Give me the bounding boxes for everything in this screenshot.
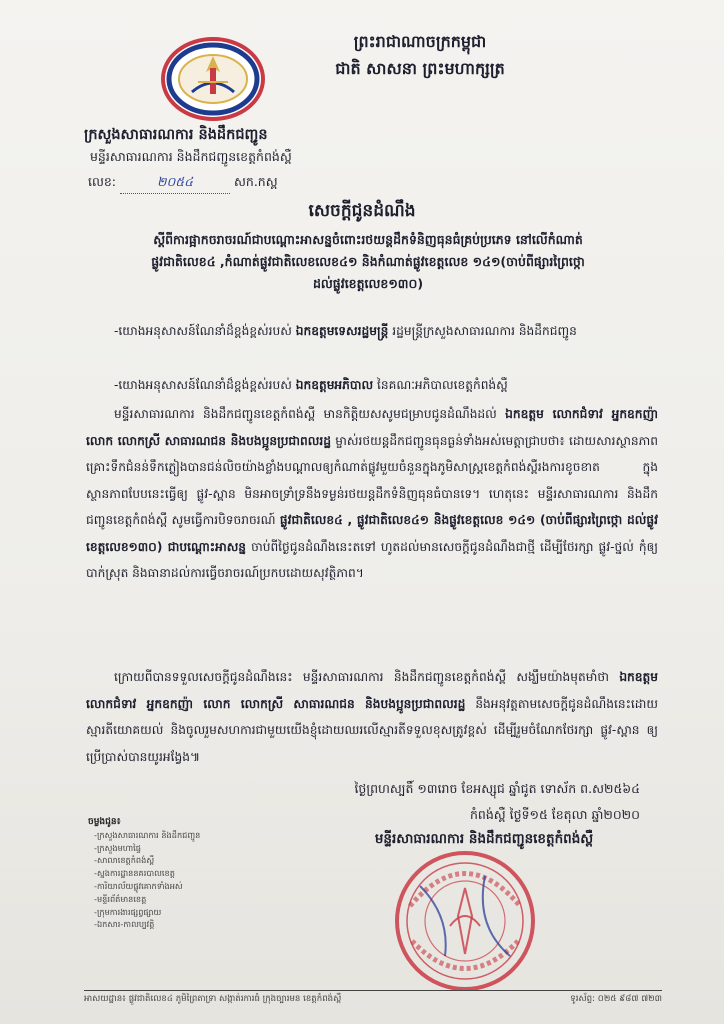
cc-item: -ក្រុមការងារផ្សព្វផ្សាយ — [94, 906, 162, 917]
p4-a: ក្រោយពីបានទទួលសេចក្តីជូនដំណឹងនេះ មន្ទីរសាធារណការ និងដឹកជញ្ជូនខេត្តកំពង់ស្ពឺ សង្ឃឹមយ៉ាងមុតមាំថា — [114, 670, 609, 684]
cc-item: -ក្រសួងមហាផ្ទៃ — [94, 842, 141, 853]
footer-address: អាសយដ្ឋាន៖ ផ្លូវជាតិលេខ៤ ភូមិព្រៃតាទ្រា សង្កាត់រការធំ ក្រុងច្បារមន ខេត្តកំពង់ស្ពឺ — [84, 994, 342, 1004]
ref-suffix: សក.កស្ព — [233, 174, 278, 189]
cc-item: -សាលាខេត្តកំពង់ស្ពឺ — [94, 855, 155, 866]
notice-title: សេចក្តីជូនដំណឹង — [308, 201, 416, 221]
cc-heading: ចម្លងជូន៖ — [88, 817, 121, 827]
ministry-name: ក្រសួងសាធារណការ និងដឹកជញ្ជូន — [84, 127, 268, 143]
cc-item: -ការិយាល័យផ្លូវគោកទាំងអស់ — [94, 880, 183, 891]
paragraph-reference-1 — [86, 318, 658, 345]
national-motto: ជាតិ សាសនា ព្រះមហាក្សត្រ — [335, 59, 505, 78]
ref-prefix: លេខ: — [88, 174, 117, 189]
p3-a: មន្ទីរសាធារណការ និងដឹកជញ្ជូនខេត្តកំពង់ស្ពឺ មានកិត្តិយសសូមជម្រាបជូនដំណឹងដល់ — [114, 407, 497, 421]
p1-prefix: -យោងអនុសាសន៍ណែនាំដ៏ខ្ពង់ខ្ពស់របស់ — [114, 324, 292, 338]
cc-item: -ក្រសួងសាធារណការ និងដឹកជញ្ជូន — [94, 829, 201, 840]
p2-prefix: -យោងអនុសាសន៍ណែនាំដ៏ខ្ពង់ខ្ពស់របស់ — [114, 378, 292, 392]
footer-phone: ទូរស័ព្ទ: ០២៥ ៩៨៧ ៧២៣ — [570, 994, 662, 1004]
p1-suffix: រដ្ឋមន្រ្តីក្រសួងសាធារណការ និងដឹកជញ្ជូន — [392, 324, 577, 338]
notice-subject: ស្តីពីការផ្អាកចរាចរណ៍ជាបណ្តោះអាសន្នចំពោះរថយន្តដឹកទំនិញធុនធំគ្រប់ប្រភេទ នៅលើកំណាត់ផ្លូវជាតិលេខ៤ ,កំណាត់ផ្លូវជាតិលេខលេខ៤១ និងកំណាត់ផ្លូវខេត្តលេខ ១៤១(ចាប់ពីផ្សារព្រៃថ្កោ ដល់ផ្លូវខេត្តលេខ១៣០) — [151, 232, 585, 291]
p4-b: ឯកឧត្តម លោកជំទាវ អ្នកឧកញ៉ា លោក លោកស្រី សាធារណជន និងបងប្អូនប្រជាពលរដ្ឋ — [86, 670, 658, 711]
p1-bold: ឯកឧត្តមទេសរដ្ឋមន្រ្តី — [295, 324, 389, 338]
cc-item: -ឯកសារ-កាលប្បវត្តិ — [94, 919, 155, 930]
p2-suffix: នៃគណៈអភិបាលខេត្តកំពង់ស្ពឺ — [377, 378, 508, 392]
p3-d: ផ្លូវជាតិលេខ៤ , ផ្លូវជាតិលេខ៤១ និងផ្លូវខេត្តលេខ ១៤១ (ចាប់ពីផ្សារព្រៃថ្កោ ដល់ផ្លូវខេត្តលេខ១៣០) ជាបណ្តោះអាសន្ន — [86, 513, 658, 554]
official-seal-stamp — [390, 846, 540, 996]
p3-c: ម្ចាស់រថយន្តដឹកជញ្ជូនធុនធ្ងន់ទាំងអស់មេត្តាជ្រាបថា៖ ដោយសារស្ថានភាពគ្រោះទឹកជំនន់ទឹកភ្លៀងបានជន់លិចយ៉ាងខ្លាំងបណ្តាលឲ្យកំណាត់ផ្លូវមួយចំនួនក្នុងភូមិសាស្ត្រខេត្តកំពង់ស្ពឺរងការខូចខាត ក្នុងស្ថានភាពបែបនេះធ្វើឲ្យ ផ្លូវ-ស្ពាន មិនអាចទ្រាំទ្រនឹងទម្ងន់រថយន្តដឹកទំនិញធុនធំបានទេ។ ហេតុនេះ មន្ទីរសាធារណការ និងដឹកជញ្ជូនខេត្តកំពង់ស្ពឺ សូមធ្វើការបិទចរាចរណ៍ — [86, 433, 659, 527]
solar-date: កំពង់ស្ពឺ ថ្ងៃទី១៥ ខែតុលា ឆ្នាំ២០២០ — [469, 807, 640, 822]
p4-c: នឹងអនុវត្តតាមសេចក្តីជូនដំណឹងនេះដោយស្មារតីយោគយល់ និងចូលរួមសហការជាមួយយើងខ្ញុំដោយឈរលើស្មារតីទទួលខុសត្រូវខ្ពស់ ដើម្បីរួមចំណែកថែរក្សា ផ្លូវ-ស្ពាន ឲ្យប្រើប្រាស់បានយូរអង្វែង៕ — [86, 696, 659, 764]
page-footer — [84, 990, 662, 1006]
p2-bold: ឯកឧត្តមអភិបាល — [295, 378, 374, 392]
paragraph-closing — [86, 664, 658, 770]
paragraph-notice — [86, 401, 658, 587]
lunar-date: ថ្ងៃព្រហស្បតិ៍ ១៣រោច ខែអស្សុជ ឆ្នាំជូត ទោស័ក ព.ស២៥៦៤ — [354, 781, 640, 796]
p3-e: ចាប់ពីថ្ងៃជូនដំណឹងនេះតទៅ ហូតដល់មានសេចក្តីជូនដំណឹងជាថ្មី ដើម្បីថែរក្សា ផ្លូវ-ថ្នល់ កុំឲ្យបាក់ស្រុត និងធានាដល់ការធ្វើចរាចរណ៍ប្រកបដោយសុវត្ថិភាព។ — [86, 539, 659, 580]
reference-line — [88, 174, 278, 194]
date-block — [354, 776, 640, 828]
letterhead-kingdom — [290, 28, 550, 82]
ref-number: ២០៥៤ — [120, 174, 230, 194]
cc-item: -មន្ទីរព័ត៌មានខេត្ត — [94, 893, 147, 904]
copy-to-list — [88, 816, 288, 931]
ministry-logo — [158, 34, 268, 124]
cc-item: -ស្នងការដ្ឋាននគរបាលខេត្ត — [94, 868, 175, 879]
p3-b: ឯកឧត្តម លោកជំទាវ អ្នកឧកញ៉ា លោក លោកស្រី សាធារណជន និងបងប្អូនប្រជាពលរដ្ឋ — [86, 407, 659, 448]
paragraph-reference-2 — [86, 372, 658, 399]
department-name: មន្ទីរសាធារណការ និងដឹកជញ្ជូនខេត្តកំពង់ស្ពឺ — [90, 149, 292, 164]
kingdom-name: ព្រះរាជាណាចក្រកម្ពុជា — [353, 32, 487, 51]
signatory: មន្ទីរសាធារណការ និងដឹកជញ្ជូនខេត្តកំពង់ស្ពឺ — [374, 831, 594, 847]
